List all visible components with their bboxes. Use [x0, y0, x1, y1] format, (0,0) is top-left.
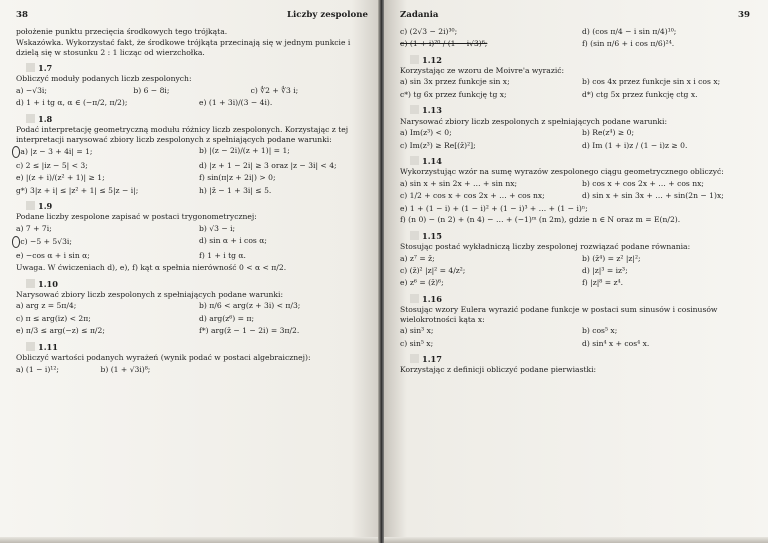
exercise-marker-icon	[410, 105, 419, 114]
item: a) sin x + sin 2x + … + sin nx;	[400, 178, 518, 188]
item: c) Im(z³) ≥ Re[(z̄)²];	[400, 140, 476, 150]
item: e) |(z + i)/(z² + 1)| ≥ 1;	[16, 173, 105, 183]
item: d) arg(z⁶) = π;	[199, 313, 254, 323]
item: d) |z + 1 − 2i| ≥ 3 oraz |z − 3i| < 4;	[199, 160, 337, 170]
exercise-row	[16, 173, 368, 182]
item: c) sin⁵ x;	[400, 338, 434, 348]
item: d) (cos π/4 − i sin π/4)¹⁰;	[582, 26, 677, 36]
item: d) Im (1 + i)z / (1 − i)z ≥ 0.	[582, 140, 688, 150]
item: a) sin 3x przez funkcje sin x;	[400, 77, 510, 87]
exercise-row	[400, 90, 750, 99]
item: d) sin⁴ x + cos⁴ x.	[582, 338, 650, 348]
exercise-row	[16, 146, 368, 157]
exercise-marker-icon	[26, 114, 35, 123]
exercise-row	[16, 224, 368, 233]
exercise-text: Stosując wzory Eulera wyrazić podane funkcje w postaci sum sinusów i cosinusów wielokrotności kąta x:	[400, 305, 718, 324]
exercise-marker-icon	[410, 294, 419, 303]
item: d) |z|³ = iz³;	[582, 266, 628, 275]
item-crossed: e) (1 + i)²⁰ / (1 − i√3)⁶;	[400, 39, 488, 49]
exercise-row	[16, 301, 368, 310]
item: e) −cos α + i sin α;	[16, 250, 90, 260]
item: a) sin³ x;	[400, 326, 434, 336]
item: d) sin x + sin 3x + … + sin(2n − 1)x;	[582, 191, 724, 201]
left-running-title: Liczby zespolone	[286, 10, 368, 20]
exercise-row	[400, 339, 750, 348]
exercise-text: Podane liczby zespolone zapisać w postaci trygonometrycznej:	[16, 212, 257, 222]
exercise-text: Wykorzystując wzór na sumę wyrazów zespolonego ciągu geometrycznego obliczyć:	[400, 167, 724, 177]
exercise-marker-icon	[26, 63, 35, 72]
exercise-marker-icon	[26, 279, 35, 288]
item: b) 6 − 8i;	[133, 85, 170, 95]
right-page-number: 39	[738, 10, 750, 20]
left-page-header	[16, 10, 368, 21]
exercise-marker-icon	[410, 231, 419, 240]
item: d) 1 + i tg α, α ∈ (−π/2, π/2);	[16, 98, 128, 108]
item: e) (1 + 3i)/(3 − 4i).	[199, 98, 273, 108]
exercise-text: Korzystając ze wzoru de Moivre'a wyrazić:	[400, 65, 565, 75]
exercise-marker-icon	[26, 201, 35, 210]
exercise-row	[16, 161, 368, 170]
exercise-marker-icon	[410, 354, 419, 363]
intro-line: położenie punktu przecięcia środkowych tego trójkąta.	[16, 26, 228, 36]
remark: Uwaga. W ćwiczeniach d), e), f) kąt α spełnia nierówność 0 < α < π/2.	[16, 263, 287, 273]
item: f*) arg(z̄ − 1 − 2i) = 3π/2.	[199, 326, 300, 336]
item: f) 1 + i tg α.	[199, 250, 246, 260]
exercise-row	[16, 236, 368, 247]
right-page	[384, 0, 768, 543]
page-edge	[384, 537, 768, 543]
exercise-text: Podać interpretację geometryczną modułu różnicy liczb zespolonych. Korzystając z tej interpretacji narysować zbiory liczb zespolonych z spełniających podane warunki:	[16, 125, 349, 144]
exercise-row	[400, 191, 750, 200]
exercise-row	[16, 251, 368, 260]
exercise-text: Stosując postać wykładniczą liczby zespolonej rozwiązać podane równania:	[400, 242, 691, 252]
exercise-row	[16, 186, 368, 195]
item: a) (1 − i)¹²;	[16, 364, 59, 374]
exercise-text: Obliczyć moduły podanych liczb zespolonych:	[16, 74, 192, 84]
exercise-row	[16, 314, 368, 323]
item: b) π/6 < arg(z + 3i) < π/3;	[199, 301, 301, 311]
item: b) √3 − i;	[199, 223, 236, 233]
item: b) (1 + √3i)⁸;	[100, 364, 151, 374]
exercise-heading: 1.11	[26, 342, 368, 352]
exercise-row	[400, 39, 750, 48]
item: a) 7 + 7i;	[16, 223, 52, 233]
item: c) ∜2 + ∜3 i;	[250, 85, 299, 95]
item: b) |(z − 2i)/(z + 1)| = 1;	[199, 146, 290, 156]
exercise-heading: 1.13	[410, 105, 750, 115]
item: c*) tg 6x przez funkcję tg x;	[400, 89, 507, 99]
right-page-header	[400, 10, 750, 21]
item: d) sin α + i cos α;	[199, 236, 267, 246]
item: c) π ≤ arg(iz) < 2π;	[16, 313, 91, 323]
exercise-row	[400, 77, 750, 86]
exercise-heading: 1.10	[26, 279, 368, 289]
exercise-text: Korzystając z definicji obliczyć podane pierwiastki:	[400, 365, 597, 375]
item: a) Im(z³) < 0;	[400, 128, 452, 138]
left-page	[0, 0, 382, 543]
item: b) (z̄⁴) = z² |z|²;	[582, 253, 641, 263]
item: a) z⁷ = z̄;	[400, 253, 435, 263]
exercise-heading: 1.17	[410, 354, 750, 364]
item: e) 1 + (1 − i) + (1 − i)² + (1 − i)³ + … + (1 − i)ⁿ;	[400, 203, 588, 213]
exercise-row	[400, 141, 750, 150]
item: h) |z̄ − 1 + 3i| ≤ 5.	[199, 185, 272, 195]
exercise-heading: 1.7	[26, 63, 368, 73]
item-circled: c) −5 + 5√3i;	[16, 236, 199, 247]
item: f) |z|⁸ = z⁴.	[582, 278, 623, 288]
item: b) cos 4x przez funkcje sin x i cos x;	[582, 77, 721, 87]
item: b) Re(z⁴) ≥ 0;	[582, 128, 634, 138]
right-running-title: Zadania	[400, 10, 439, 20]
exercise-row	[400, 266, 750, 275]
exercise-marker-icon	[410, 156, 419, 165]
exercise-row	[16, 98, 368, 107]
exercise-row	[400, 278, 750, 287]
exercise-heading: 1.15	[410, 231, 750, 241]
exercise-row	[16, 365, 368, 374]
exercise-heading: 1.9	[26, 201, 368, 211]
hint-paragraph: Wskazówka. Wykorzystać fakt, że środkowe trójkąta przecinają się w jednym punkcie i dzielą się w stosunku 2 : 1 licząc od wierzchołka.	[16, 38, 351, 57]
item: c) 2 ≤ |iz − 5| < 3;	[16, 160, 88, 170]
exercise-heading: 1.12	[410, 55, 750, 65]
item: a) arg z = 5π/4;	[16, 301, 77, 311]
item: e) π/3 ≤ arg(−z) ≤ π/2;	[16, 326, 105, 336]
item: d*) ctg 5x przez funkcję ctg x.	[582, 89, 698, 99]
item: c) (2√3 − 2i)³⁰;	[400, 26, 458, 36]
page-edge	[0, 537, 382, 543]
exercise-marker-icon	[26, 342, 35, 351]
exercise-row	[400, 254, 750, 263]
item: c) 1/2 + cos x + cos 2x + … + cos nx;	[400, 191, 545, 201]
item: f) (n 0) − (n 2) + (n 4) − … + (−1)ᵐ (n 2m), gdzie n ∈ N oraz m = E(n/2).	[400, 215, 681, 225]
exercise-row	[400, 179, 750, 188]
exercise-heading: 1.14	[410, 156, 750, 166]
exercise-row	[400, 27, 750, 36]
exercise-row	[16, 326, 368, 335]
item: f) (sin π/6 + i cos π/6)²⁴.	[582, 39, 675, 49]
item-circled: a) |z − 3 + 4i| = 1;	[16, 146, 199, 157]
exercise-text: Narysować zbiory liczb zespolonych z spełniających podane warunki:	[400, 116, 668, 126]
item: f) sin(π|z + 2i|) > 0;	[199, 173, 276, 183]
item: b) cos⁵ x;	[582, 326, 618, 336]
exercise-heading: 1.16	[410, 294, 750, 304]
item: e) z⁶ = (z̄)⁶;	[400, 278, 444, 288]
item: b) cos x + cos 2x + … + cos nx;	[582, 178, 704, 188]
item: a) −√3i;	[16, 85, 47, 95]
exercise-row	[16, 86, 368, 95]
exercise-text: Obliczyć wartości podanych wyrażeń (wynik podać w postaci algebraicznej):	[16, 353, 311, 363]
exercise-text: Narysować zbiory liczb zespolonych z spełniających podane warunki:	[16, 289, 284, 299]
exercise-marker-icon	[410, 55, 419, 64]
item: g*) 3|z + i| ≤ |z² + 1| ≤ 5|z − i|;	[16, 185, 139, 195]
exercise-row	[400, 128, 750, 137]
item: c) (z̄)² |z|² = 4/z²;	[400, 266, 466, 275]
left-page-number: 38	[16, 10, 28, 20]
exercise-row	[400, 326, 750, 335]
exercise-heading: 1.8	[26, 114, 368, 124]
